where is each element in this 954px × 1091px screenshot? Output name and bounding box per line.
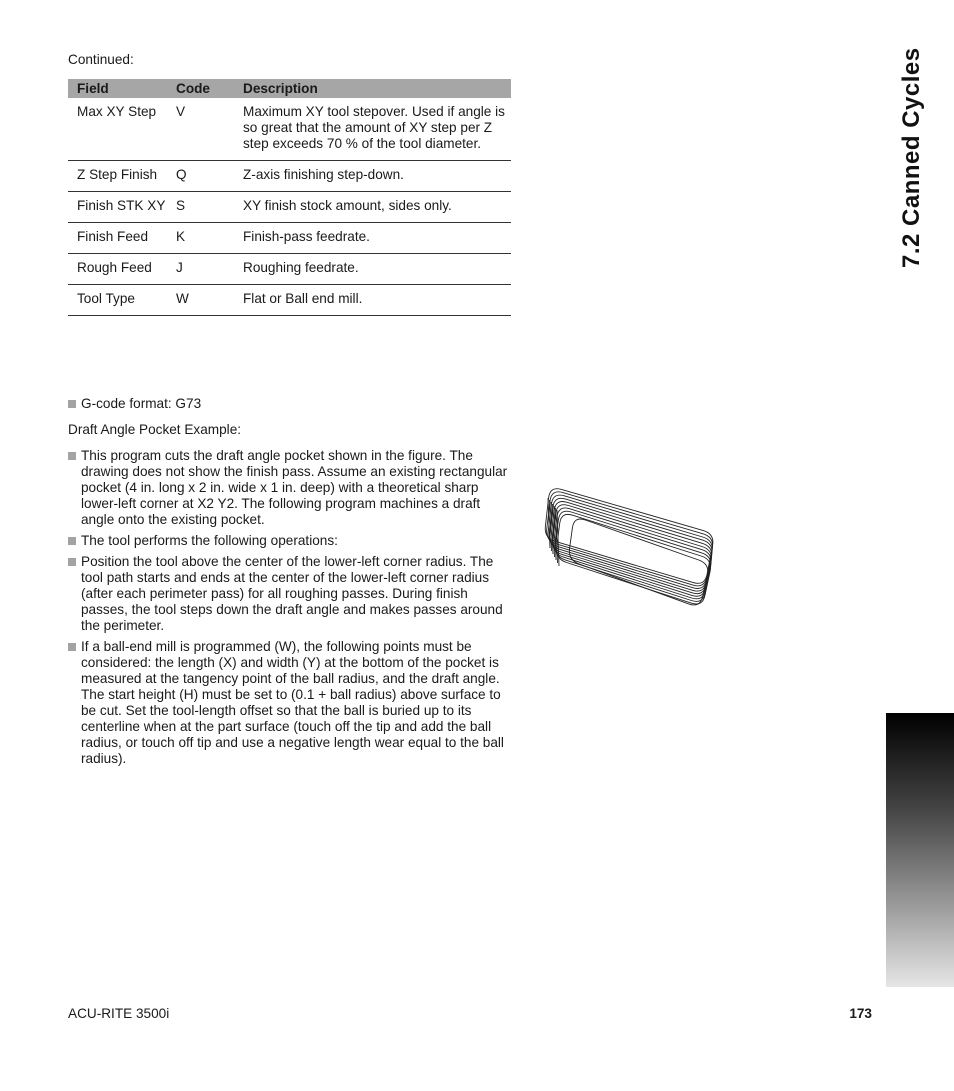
table-row (68, 223, 511, 254)
field-cell: Tool Type (68, 285, 167, 316)
description-cell: Z-axis finishing step-down. (234, 161, 511, 192)
description-cell: Roughing feedrate. (234, 254, 511, 285)
pocket-outline (557, 514, 711, 604)
description-cell: Finish-pass feedrate. (234, 223, 511, 254)
table-row (68, 161, 511, 192)
description-cell: XY finish stock amount, sides only. (234, 192, 511, 223)
field-cell: Finish STK XY (68, 192, 167, 223)
code-cell: S (167, 192, 234, 223)
field-cell: Finish Feed (68, 223, 167, 254)
table-row (68, 254, 511, 285)
field-cell: Z Step Finish (68, 161, 167, 192)
section-title: 7.2 Canned Cycles (898, 47, 925, 268)
table-row (68, 285, 511, 316)
section-tab-gradient (886, 713, 954, 987)
field-table (68, 79, 511, 316)
page-number: 173 (849, 1006, 872, 1021)
code-cell: W (167, 285, 234, 316)
example-title: Draft Angle Pocket Example: (68, 422, 242, 437)
field-cell: Rough Feed (68, 254, 167, 285)
description-cell: Flat or Ball end mill. (234, 285, 511, 316)
code-cell: K (167, 223, 234, 254)
continued-label: Continued: (68, 52, 134, 67)
field-cell: Max XY Step (68, 98, 167, 161)
list-item: If a ball-end mill is programmed (W), the following points must be considered: the length (X) and width (Y) at the bottom of the pocket is measured at the tangency point of the ball radius, and the draft angle. The start height (H) must be set to (0.1 + ball radius) above surface to be cut. Set the tool-length offset so that the ball is buried up to its centerline when at the part surface (touch off the tip and add the ball radius, or touch off tip and use a negative length wear equal to the ball radius). (68, 639, 510, 767)
list-item: The tool performs the following operations: (68, 533, 510, 549)
list-item: Position the tool above the center of the lower-left corner radius. The tool path starts and ends at the center of the lower-left corner radius (after each perimeter pass) for all roughing passes. During finish passes, the tool steps down the draft angle and makes passes around the perimeter. (68, 554, 510, 634)
list-item: This program cuts the draft angle pocket shown in the figure. The drawing does not show the finish pass. Assume an existing rectangular pocket (4 in. long x 2 in. wide x 1 in. deep) with a theoretical sharp lower-left corner at X2 Y2. The following program machines a draft angle onto the existing pocket. (68, 448, 510, 528)
pocket-outline (552, 505, 711, 597)
table-header-row (68, 79, 511, 98)
table-row (68, 192, 511, 223)
header-field: Field (68, 79, 167, 98)
code-cell: J (167, 254, 234, 285)
code-cell: Q (167, 161, 234, 192)
header-description: Description (234, 79, 511, 98)
table-row (68, 98, 511, 161)
header-code: Code (167, 79, 234, 98)
description-cell: Maximum XY tool stepover. Used if angle is so great that the amount of XY step per Z step exceeds 70 % of the tool diameter. (234, 98, 511, 161)
code-cell: V (167, 98, 234, 161)
bullet-list (68, 448, 510, 772)
gcode-format-bullet: G-code format: G73 (68, 396, 521, 412)
footer-product-name: ACU-RITE 3500i (68, 1006, 170, 1021)
pocket-outline (554, 508, 711, 599)
draft-angle-pocket-figure (536, 450, 760, 620)
